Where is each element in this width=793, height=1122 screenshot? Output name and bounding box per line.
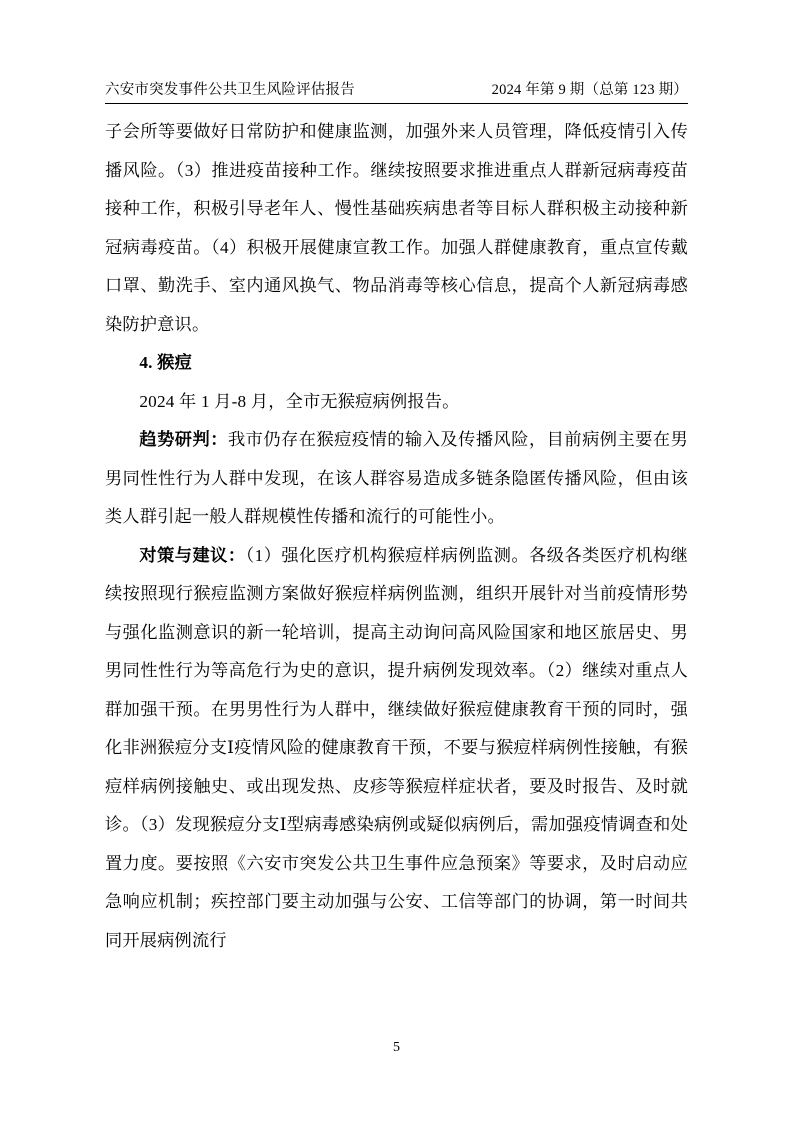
- paragraph-mpox-cases: 2024 年 1 月-8 月，全市无猴痘病例报告。: [139, 391, 460, 411]
- header-title: 六安市突发事件公共卫生风险评估报告: [105, 82, 355, 98]
- measures-text: （1）强化医疗机构猴痘样病例监测。各级各类医疗机构继续按照现行猴痘监测方案做好猴痘样病例监测，组织开展针对当前疫情形势与强化监测意识的新一轮培训，提高主动询问高风险国家和地区旅居史、男男同性性行为等高危行为史的意识，提升病例发现效率。（2）继续对重点人群加强干预。在男男性行为人群中，继续做好猴痘健康教育干预的同时，强化非洲猴痘分支Ⅰ疫情风险的健康教育干预，不要与猴痘样病例性接触，有猴痘样病例接触史、或出现发热、皮疹等猴痘样症状者，要及时报告、及时就诊。（3）发现猴痘分支Ⅰ型病毒感染病例或疑似病例后，需加强疫情调查和处置力度。要按照《六安市突发公共卫生事件应急预案》等要求，及时启动应急响应机制；疾控部门要主动加强与公安、工信等部门的协调，第一时间共同开展病例流行: [105, 545, 689, 950]
- page-number: 5: [393, 1040, 400, 1055]
- paragraph-trend-analysis: [105, 421, 688, 537]
- page-header: [105, 78, 688, 102]
- section-heading-mpox: 4. 猴痘: [139, 353, 192, 372]
- body-text: [105, 113, 688, 960]
- trend-text: 我市仍存在猴痘疫情的输入及传播风险，目前病例主要在男男同性性行为人群中发现，在该人群容易造成多链条隐匿传播风险，但由该类人群引起一般人群规模性传播和流行的可能性小。: [105, 430, 688, 526]
- header-issue: 2024 年第 9 期（总第 123 期）: [491, 82, 688, 98]
- page-content: [105, 78, 688, 960]
- trend-label: 趋势研判：: [139, 430, 228, 449]
- measures-label: 对策与建议：: [139, 545, 246, 565]
- header-divider: [105, 103, 688, 104]
- paragraph-covid-continued: 子会所等要做好日常防护和健康监测，加强外来人员管理，降低疫情引入传播风险。（3）推进疫苗接种工作。继续按照要求推进重点人群新冠病毒疫苗接种工作，积极引导老年人、慢性基础疾病患者等目标人群积极主动接种新冠病毒疫苗。（4）积极开展健康宣教工作。加强人群健康教育，重点宣传戴口罩、勤洗手、室内通风换气、物品消毒等核心信息，提高个人新冠病毒感染防护意识。: [105, 122, 688, 334]
- paragraph-measures-suggestions: [105, 537, 688, 961]
